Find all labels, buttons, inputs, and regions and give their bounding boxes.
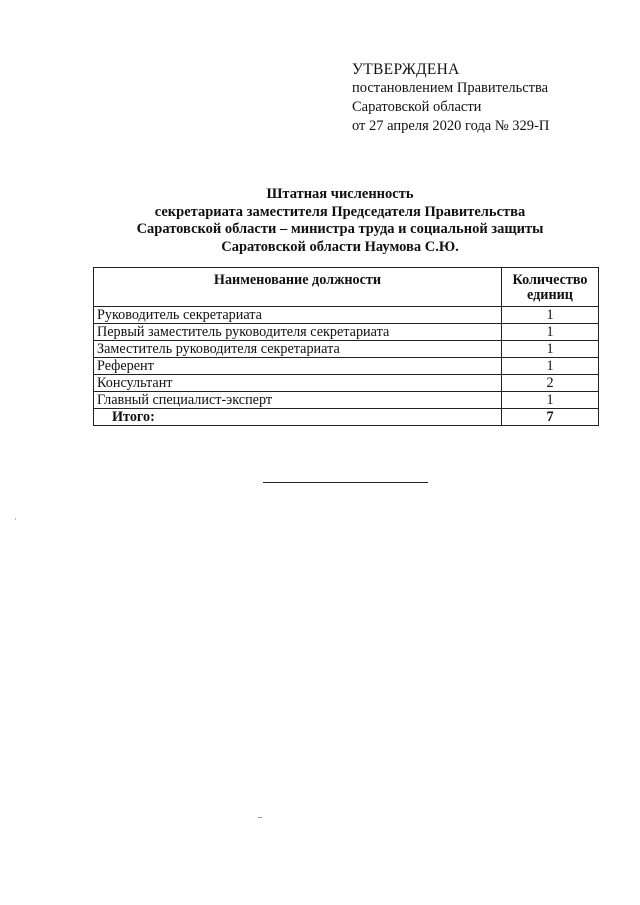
table-row [94, 324, 599, 341]
table-row [94, 358, 599, 375]
scan-speck [15, 518, 16, 520]
title-line: Штатная численность [266, 186, 414, 202]
total-count: 7 [502, 409, 599, 426]
table-row [94, 341, 599, 358]
document-title [60, 186, 620, 256]
count-cell: 2 [502, 375, 599, 392]
total-label: Итого: [94, 409, 502, 426]
header-count-line2: единиц [527, 287, 573, 303]
count-cell: 1 [502, 324, 599, 341]
count-cell: 1 [502, 307, 599, 324]
position-cell: Главный специалист-эксперт [94, 392, 502, 409]
approval-heading: УТВЕРЖДЕНА [352, 61, 460, 78]
count-cell: 1 [502, 341, 599, 358]
header-count [502, 268, 599, 307]
approval-line: постановлением Правительства [352, 80, 549, 96]
closing-rule [263, 482, 428, 483]
title-line: секретариата заместителя Председателя Правительства [154, 203, 526, 220]
total-row [94, 409, 599, 426]
position-cell: Консультант [94, 375, 502, 392]
staff-table [93, 267, 599, 426]
approval-line: Саратовской области [352, 99, 482, 115]
table-row [94, 392, 599, 409]
title-line: Саратовской области Наумова С.Ю. [221, 238, 459, 255]
count-cell: 1 [502, 358, 599, 375]
table-row [94, 375, 599, 392]
position-cell: Заместитель руководителя секретариата [94, 341, 502, 358]
header-position: Наименование должности [94, 268, 502, 307]
title-line: Саратовской области – министра труда и социальной защиты [136, 221, 544, 237]
scan-speck [258, 817, 262, 818]
position-cell: Первый заместитель руководителя секретариата [94, 324, 502, 341]
count-cell: 1 [502, 392, 599, 409]
position-cell: Референт [94, 358, 502, 375]
header-count-line1: Количество [512, 272, 588, 288]
table-header-row [94, 268, 599, 307]
approval-line: от 27 апреля 2020 года № 329-П [352, 118, 550, 134]
position-cell: Руководитель секретариата [94, 307, 502, 324]
table-row [94, 307, 599, 324]
approval-stamp [352, 60, 622, 136]
